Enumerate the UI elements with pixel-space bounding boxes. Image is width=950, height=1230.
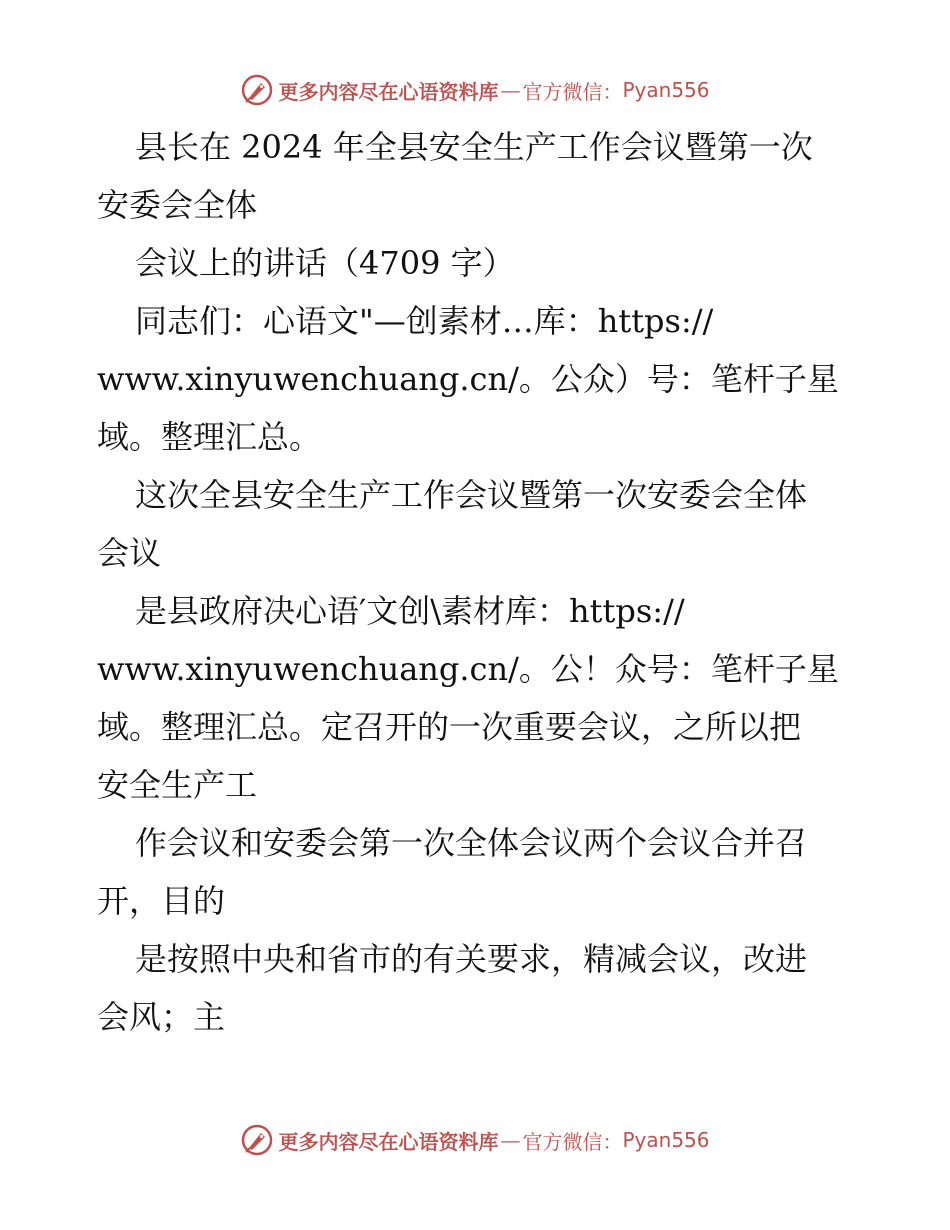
pen-nib-logo-icon bbox=[240, 1123, 274, 1157]
text-line: 域。整理汇总。定召开的一次重要会议，之所以把 bbox=[97, 708, 802, 746]
pen-nib-logo-icon bbox=[240, 73, 274, 107]
text-line: 是按照中央和省市的有关要求，精减会议，改进 bbox=[135, 940, 808, 978]
watermark-brand: 更多内容尽在心语资料库 bbox=[278, 1129, 499, 1154]
header-watermark bbox=[0, 70, 950, 110]
text-line: 是县政府决心语′文创\素材库：https:// bbox=[135, 592, 685, 630]
text-line: 作会议和安委会第一次全体会议两个会议合并召 bbox=[135, 824, 808, 862]
text-line: 域。整理汇总。 bbox=[97, 418, 322, 456]
watermark-wechat-id: Pyan556 bbox=[622, 78, 710, 102]
footer-watermark bbox=[0, 1120, 950, 1160]
text-line: 会议 bbox=[97, 534, 162, 572]
text-line: 安全生产工 bbox=[97, 766, 258, 804]
watermark-dash: — bbox=[500, 1128, 521, 1152]
text-line: 会风；主 bbox=[97, 998, 226, 1036]
watermark-wechat-label: 官方微信： bbox=[522, 1129, 623, 1154]
text-line: 同志们：心语文"—创素材…库：https:// bbox=[135, 302, 714, 340]
watermark-brand: 更多内容尽在心语资料库 bbox=[278, 79, 499, 104]
document-body bbox=[97, 118, 867, 1046]
text-line: www.xinyuwenchuang.cn/。公！众号：笔杆子星 bbox=[97, 650, 839, 688]
text-line: 这次全县安全生产工作会议暨第一次安委会全体 bbox=[135, 476, 808, 514]
text-line: www.xinyuwenchuang.cn/。公众）号：笔杆子星 bbox=[97, 360, 839, 398]
text-line: 安委会全体 bbox=[97, 186, 258, 224]
text-line: 开，目的 bbox=[97, 882, 226, 920]
text-line: 县长在 2024 年全县安全生产工作会议暨第一次 bbox=[135, 128, 813, 166]
watermark-wechat-label: 官方微信： bbox=[522, 79, 623, 104]
watermark-dash: — bbox=[500, 78, 521, 102]
text-line: 会议上的讲话（4709 字） bbox=[135, 244, 515, 282]
watermark-wechat-id: Pyan556 bbox=[622, 1128, 710, 1152]
